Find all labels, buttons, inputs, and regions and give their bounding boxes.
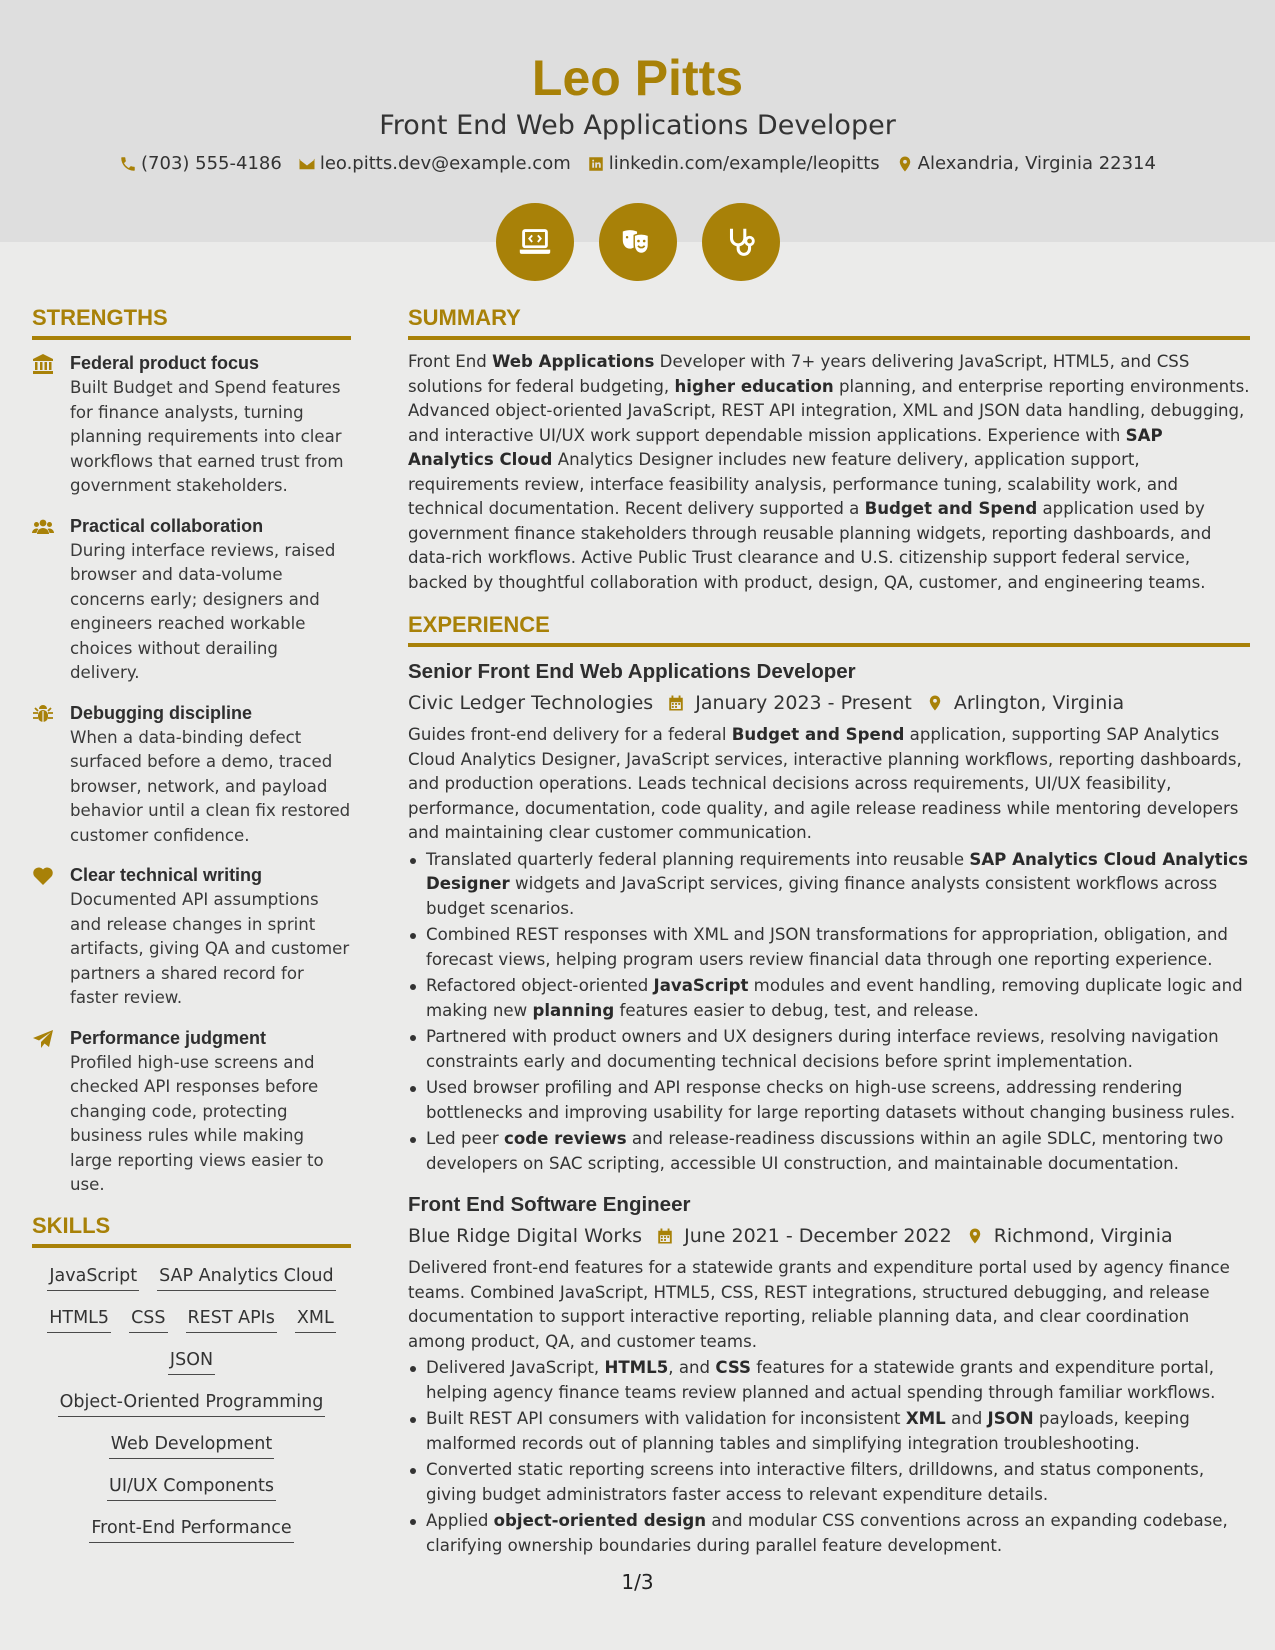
interest-badges [0, 203, 1275, 281]
job-dates: June 2021 - December 2022 [684, 1225, 952, 1247]
candidate-name: Leo Pitts [531, 50, 744, 106]
job-entry [408, 1190, 1250, 1558]
emphasis-text: CSS [715, 1358, 751, 1377]
job-company: Civic Ledger Technologies [408, 692, 654, 714]
emphasis-text: Budget and Spend [731, 725, 905, 744]
bullet-item [408, 1458, 1250, 1507]
skill-tag: Front-End Performance [89, 1514, 293, 1543]
bullet-item [408, 974, 1250, 1023]
job-description [408, 723, 1250, 846]
job-meta [408, 687, 1250, 719]
text-run: Combined REST responses with XML and JSON transformations for appropriation, obligation, and forecast views, helping program users review financial data through one reporting experience. [426, 925, 1228, 969]
location-icon [926, 694, 944, 712]
text-run: Converted static reporting screens into interactive filters, drilldowns, and status components, giving budget administrators faster access to relevant expenditure details. [426, 1460, 1205, 1504]
contact-location-text: Alexandria, Virginia 22314 [917, 153, 1156, 174]
job-bullets [408, 848, 1250, 1177]
strength-title: Debugging discipline [70, 702, 253, 723]
emphasis-text: code reviews [504, 1129, 627, 1148]
job-description [408, 1256, 1250, 1354]
skill-tag: Object-Oriented Programming [58, 1388, 326, 1417]
text-run: features for a statewide grants and expenditure portal, helping agency finance teams review planned and actual spending through familiar workflows. [426, 1358, 1216, 1402]
stethoscope-badge [702, 203, 780, 281]
contact-linkedin[interactable] [587, 150, 880, 178]
text-run: payloads, keeping malformed records out of planning tables and simplifying integration troubleshooting. [426, 1409, 1190, 1453]
text-run: planning, and enterprise reporting environments. Advanced object-oriented JavaScript, REST API integration, XML and JSON data handling, debugging, and interactive UI/UX work support dependable mission applications. Experience with [408, 376, 1250, 445]
contact-email-text: leo.pitts.dev@example.com [319, 153, 571, 174]
job-title: Front End Software Engineer [408, 1193, 691, 1216]
phone-icon [119, 155, 137, 173]
skill-tag: UI/UX Components [107, 1472, 276, 1501]
left-column [32, 304, 351, 1543]
job-meta [408, 1220, 1250, 1252]
text-run: Translated quarterly federal planning requirements into reusable [426, 849, 970, 869]
summary-heading: SUMMARY [408, 304, 1250, 340]
job-entry [408, 657, 1250, 1176]
emphasis-text: JavaScript [653, 976, 749, 995]
bug-icon [32, 704, 54, 724]
emphasis-text: HTML5 [604, 1358, 669, 1377]
bullet-item [408, 923, 1250, 972]
emphasis-text: Budget and Spend [864, 499, 1038, 518]
contact-email[interactable] [298, 150, 571, 178]
text-run: Delivered front-end features for a statewide grants and expenditure portal used by agency finance teams. Combined JavaScript, HTML5, CSS, REST integrations, structured debugging, and release documentation to support interactive reporting, reliable planning data, and clear coordination among product, QA, and customer teams. [408, 1258, 1230, 1351]
emphasis-text: higher education [674, 376, 834, 396]
job-location: Arlington, Virginia [953, 692, 1125, 714]
text-run: Built REST API consumers with validation for inconsistent [426, 1409, 906, 1428]
linkedin-icon [587, 155, 605, 173]
emphasis-text: SAP Analytics Cloud [408, 425, 1163, 469]
emphasis-text: XML [905, 1409, 946, 1428]
text-run: Applied [426, 1511, 494, 1530]
text-run: application used by government finance stakeholders through reusable planning widgets, reporting dashboards, and data-rich workflows. Active Public Trust clearance and U.S. citizenship support federal service, backed by thoughtful collaboration with product, design, QA, customer, and engineering teams. [408, 499, 1212, 592]
emphasis-text: JSON [987, 1409, 1034, 1428]
strength-item [32, 513, 351, 686]
contact-phone [119, 150, 282, 178]
paper-plane-icon [32, 1029, 54, 1049]
text-run: Front End [408, 352, 493, 371]
text-run: and [945, 1409, 988, 1428]
strengths-heading: STRENGTHS [32, 304, 351, 340]
strength-title: Clear technical writing [70, 865, 263, 885]
text-run: Used browser profiling and API response checks on high-use screens, addressing rendering bottlenecks and improving usability for large reporting datasets without changing business rules. [426, 1078, 1236, 1122]
text-run: Developer with 7+ years delivering JavaScript, HTML5, and CSS solutions for federal budgeting, [408, 352, 1190, 396]
skills-heading: SKILLS [32, 1212, 351, 1248]
laptop-code-icon [516, 223, 554, 261]
strength-text: Profiled high-use screens and checked API responses before changing code, protecting business rules while making large reporting views easier to use. [70, 1052, 324, 1194]
strength-title: Performance judgment [70, 1027, 267, 1048]
strength-item [32, 862, 351, 1011]
text-run: Led peer [426, 1129, 505, 1148]
theater-masks-badge [599, 203, 677, 281]
text-run: , and [668, 1358, 716, 1377]
bullet-item [408, 1407, 1250, 1456]
contact-phone-text: (703) 555-4186 [141, 153, 282, 174]
email-icon [298, 155, 316, 173]
heart-icon [32, 866, 54, 886]
text-run: Partnered with product owners and UX designers during interface reviews, resolving navigation constraints early and documenting technical decisions before sprint implementation. [426, 1027, 1219, 1071]
skill-tag: REST APIs [186, 1304, 277, 1333]
right-column [408, 304, 1250, 1572]
job-location: Richmond, Virginia [993, 1225, 1173, 1247]
location-icon [966, 1227, 984, 1245]
text-run: Refactored object-oriented [426, 976, 654, 995]
emphasis-text: Web Applications [492, 352, 655, 371]
summary-text [408, 350, 1250, 595]
skill-tag: HTML5 [47, 1304, 111, 1333]
strength-title: Practical collaboration [70, 515, 264, 536]
stethoscope-icon [722, 223, 760, 261]
bullet-item [408, 1025, 1250, 1074]
strength-text: When a data-binding defect surfaced before a demo, traced browser, network, and payload behavior until a clean fix restored customer confidence. [70, 727, 351, 845]
job-title: Senior Front End Web Applications Developer [408, 660, 856, 683]
landmark-icon [32, 354, 54, 374]
bullet-item [408, 1076, 1250, 1125]
job-company: Blue Ridge Digital Works [408, 1225, 643, 1247]
skills-list [32, 1258, 351, 1543]
bullet-item [408, 1127, 1250, 1176]
text-run: and release-readiness discussions within an agile SDLC, mentoring two developers on SAC scripting, accessible UI construction, and maintainable documentation. [426, 1129, 1224, 1173]
strength-text: During interface reviews, raised browser and data-volume concerns early; designers and engineers reached workable choices without derailing delivery. [70, 540, 336, 682]
calendar-icon [656, 1227, 674, 1245]
bullet-item [408, 848, 1250, 922]
header-band [0, 0, 1275, 242]
text-run: and modular CSS conventions across an expanding codebase, clarifying ownership boundaries during parallel feature development. [426, 1511, 1228, 1555]
job-dates: January 2023 - Present [695, 692, 912, 714]
page-number: 1/3 [621, 1570, 654, 1594]
calendar-icon [667, 694, 685, 712]
text-run: Delivered JavaScript, [426, 1358, 605, 1377]
text-run: application, supporting SAP Analytics Cloud Analytics Designer, JavaScript services, interactive planning workflows, reporting dashboards, and production operations. Leads technical decisions across requirements, UI/UX feasibility, performance, documentation, code quality, and agile release readiness while mentoring developers and maintaining clear customer communication. [408, 725, 1242, 842]
emphasis-text: object-oriented design [493, 1511, 707, 1530]
text-run: modules and event handling, removing duplicate logic and making new [426, 976, 1243, 1020]
skill-tag: JavaScript [47, 1262, 139, 1291]
candidate-title: Front End Web Applications Developer [379, 110, 896, 141]
text-run: widgets and JavaScript services, giving finance analysts consistent workflows across budget scenarios. [426, 874, 1218, 918]
bullet-item [408, 1356, 1250, 1405]
text-run: Guides front-end delivery for a federal [408, 725, 732, 744]
emphasis-text: SAP Analytics Cloud Analytics Designer [426, 849, 1249, 893]
contact-bar [0, 150, 1275, 178]
contact-linkedin-text: linkedin.com/example/leopitts [608, 153, 880, 174]
text-run: features easier to debug, test, and release. [614, 1000, 979, 1020]
experience-heading: EXPERIENCE [408, 611, 1250, 647]
strength-title: Federal product focus [70, 353, 260, 373]
location-icon [896, 155, 914, 173]
theater-masks-icon [619, 223, 657, 261]
strength-item [32, 350, 351, 499]
skill-tag: Web Development [109, 1430, 275, 1459]
job-bullets [408, 1356, 1250, 1558]
strength-item [32, 1025, 351, 1198]
laptop-code-badge [496, 203, 574, 281]
bullet-item [408, 1509, 1250, 1558]
skill-tag: SAP Analytics Cloud [157, 1262, 336, 1291]
skill-tag: XML [295, 1304, 336, 1333]
strength-text: Documented API assumptions and release changes in sprint artifacts, giving QA and customer partners a shared record for faster review. [70, 890, 350, 1007]
users-icon [32, 517, 54, 537]
contact-location [896, 150, 1156, 178]
strength-item [32, 700, 351, 849]
emphasis-text: planning [532, 1000, 615, 1020]
skill-tag: CSS [129, 1304, 167, 1333]
skill-tag: JSON [168, 1346, 215, 1375]
text-run: Analytics Designer includes new feature delivery, application support, requirements review, interface feasibility analysis, performance tuning, scalability work, and technical documentation. Recent delivery supported a [408, 450, 1179, 518]
strength-text: Built Budget and Spend features for finance analysts, turning planning requirements into clear workflows that earned trust from government stakeholders. [70, 378, 344, 495]
